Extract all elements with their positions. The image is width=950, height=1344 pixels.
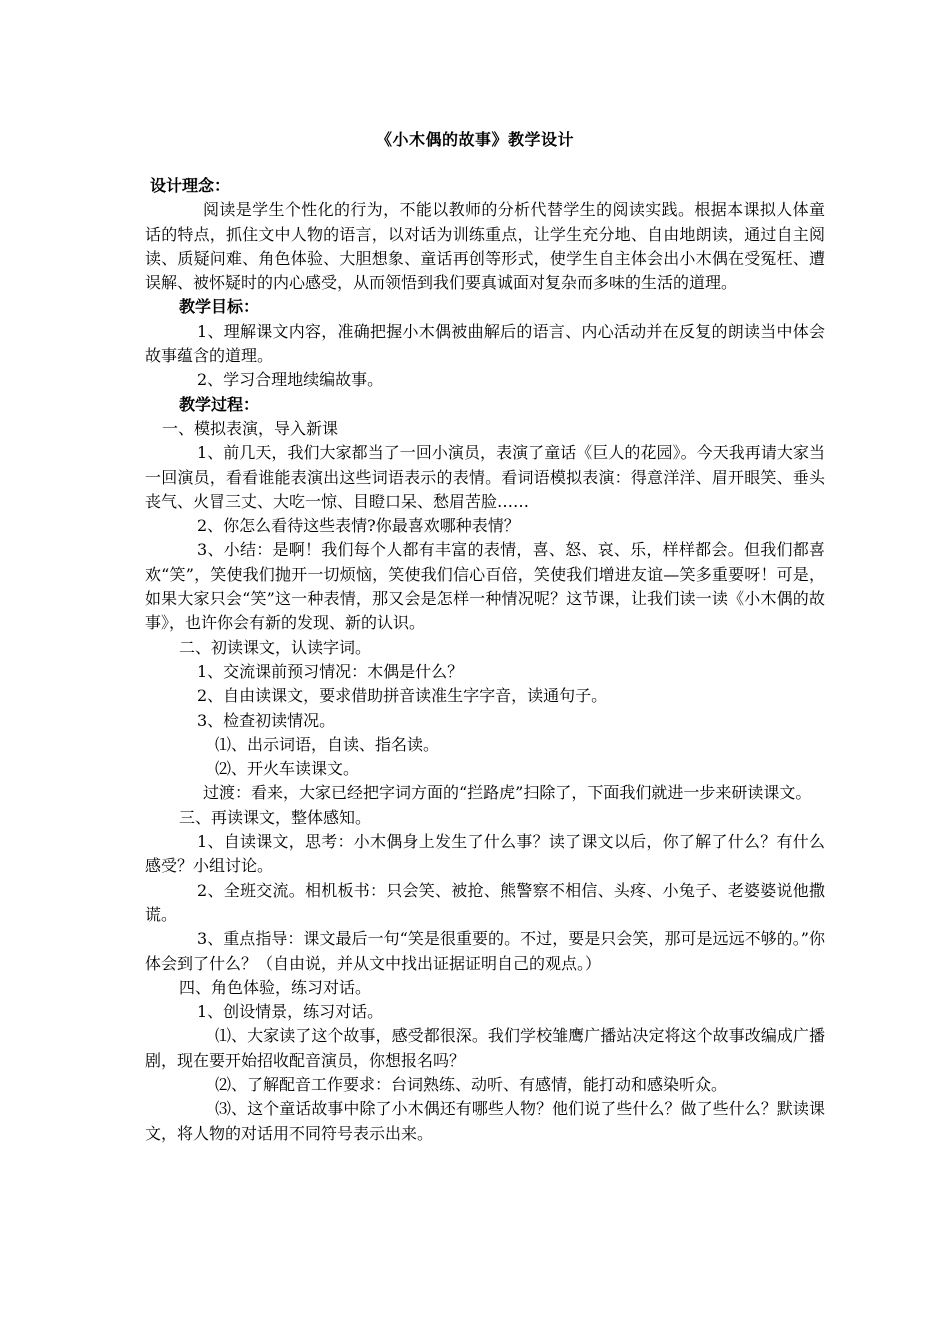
document-title: 《小木偶的故事》教学设计 — [375, 130, 574, 149]
paragraph-step-2-3-2: ⑵、开火车读课文。 — [215, 759, 360, 779]
paragraph-transition: 过渡：看来，大家已经把字词方面的“拦路虎”扫除了，下面我们就进一步来研读课文。 — [203, 783, 812, 803]
paragraph-step-4-1-2: ⑵、了解配音工作要求：台词熟练、动听、有感情，能打动和感染听众。 — [215, 1074, 728, 1094]
section-heading-teaching-goals: 教学目标： — [179, 297, 260, 317]
paragraph-goal-1: 1、理解课文内容，准确把握小木偶被曲解后的语言、内心活动并在反复的朗读当中体会故事蕴含的道理。 — [145, 321, 825, 366]
step-heading-3: 三、再读课文，整体感知。 — [179, 807, 372, 827]
paragraph-step-2-2: 2、自由读课文，要求借助拼音读准生字字音，读通句子。 — [197, 686, 608, 706]
paragraph-step-2-1: 1、交流课前预习情况：木偶是什么？ — [197, 661, 464, 681]
paragraph-step-3-1: 1、自读课文，思考：小木偶身上发生了什么事？读了课文以后，你了解了什么？有什么感受？小组讨论。 — [145, 832, 825, 876]
paragraph-step-1-2: 2、你怎么看待这些表情?你最喜欢哪种表情？ — [197, 516, 520, 536]
paragraph-step-1-3: 3、小结：是啊！我们每个人都有丰富的表情，喜、怒、哀、乐，样样都会。但我们都喜欢“笑”，笑使我们抛开一切烦恼，笑使我们信心百倍，笑使我们增进友谊—笑多重要呀！可是，如果大家只会“笑”这一种表情，那又会是怎样一种情况呢？这节课，让我们读一读《小木偶的故事》，也许你会有新的发现、新的认识。 — [145, 540, 825, 633]
paragraph-design-concept: 阅读是学生个性化的行为，不能以教师的分析代替学生的阅读实践。根据本课拟人体童话的特点，抓住文中人物的语言，以对话为训练重点，让学生充分地、自由地朗读，通过自主阅读、质疑问难、角色体验、大胆想象、童话再创等形式，使学生自主体会出小木偶在受冤枉、遭误解、被怀疑时的内心感受，从而领悟到我们要真诚面对复杂而多味的生活的道理。 — [145, 200, 825, 293]
paragraph-step-2-3-1: ⑴、出示词语，自读、指名读。 — [215, 734, 440, 754]
section-heading-design-concept: 设计理念： — [150, 176, 231, 195]
paragraph-step-1-1: 1、前几天，我们大家都当了一回小演员，表演了童话《巨人的花园》。今天我再请大家当一回演员，看看谁能表演出这些词语表示的表情。看词语模拟表演：得意洋洋、眉开眼笑、垂头丧气、火冒三丈、大吃一惊、目瞪口呆、愁眉苦脸…… — [145, 443, 825, 511]
paragraph-step-3-2: 2、全班交流。相机板书：只会笑、被抢、熊警察不相信、头疼、小兔子、老婆婆说他撒谎。 — [145, 880, 825, 924]
paragraph-goal-2: 2、学习合理地续编故事。 — [197, 370, 384, 390]
document-body — [145, 174, 825, 1146]
paragraph-step-2-3: 3、检查初读情况。 — [197, 710, 336, 730]
step-heading-2: 二、初读课文，认读字词。 — [179, 637, 372, 657]
step-heading-4: 四、角色体验，练习对话。 — [179, 977, 372, 997]
paragraph-step-3-3: 3、重点指导：课文最后一句“笑是很重要的。不过，要是只会笑，那可是远远不够的。”你体会到了什么？（自由说，并从文中找出证据证明自己的观点。） — [145, 929, 825, 973]
paragraph-step-4-1: 1、创设情景，练习对话。 — [197, 1002, 384, 1022]
paragraph-step-4-1-1: ⑴、大家读了这个故事，感受都很深。我们学校雏鹰广播站决定将这个故事改编成广播剧，现在要开始招收配音演员，你想报名吗？ — [145, 1026, 825, 1070]
section-heading-teaching-process: 教学过程： — [179, 394, 260, 414]
step-heading-1: 一、模拟表演，导入新课 — [162, 418, 339, 438]
paragraph-step-4-1-3: ⑶、这个童话故事中除了小木偶还有哪些人物？他们说了些什么？做了些什么？默读课文，将人物的对话用不同符号表示出来。 — [145, 1099, 825, 1143]
